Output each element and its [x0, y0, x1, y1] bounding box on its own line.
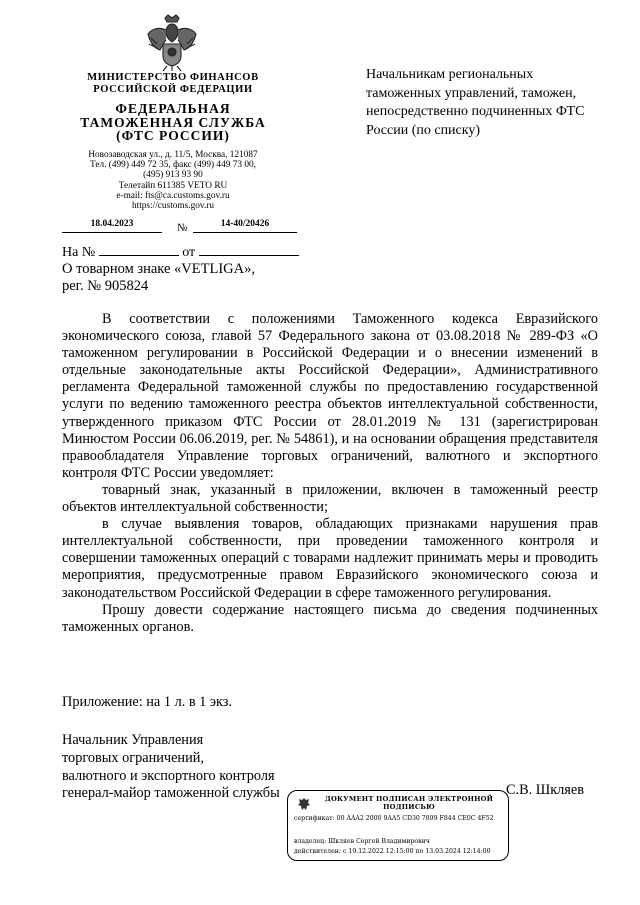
reference-date-blank [199, 245, 299, 256]
letter-subject: О товарном знаке «VETLIGA», рег. № 905824 [62, 261, 255, 294]
appendix-note: Приложение: на 1 л. в 1 экз. [62, 694, 233, 710]
ministry-name: МИНИСТЕРСТВО ФИНАНСОВ РОССИЙСКОЙ ФЕДЕРАЦИИ [87, 72, 259, 95]
registration-number-label: № [177, 222, 188, 234]
stamp-certificate: сертификат: 00 AAA2 2000 9AA5 CD30 7899 F844 CE0C 4F52 [294, 815, 494, 822]
coat-of-arms-icon [145, 14, 199, 72]
signer-position: Начальник Управления торговых ограничений, валютного и экспортного контроля генерал-майор таможенной службы [62, 732, 280, 802]
stamp-title: ДОКУМЕНТ ПОДПИСАН ЭЛЕКТРОННОЙ ПОДПИСЬЮ [324, 795, 494, 811]
signer-name: С.В. Шкляев [506, 782, 584, 798]
body-paragraph: товарный знак, указанный в приложении, включен в таможенный реестр объектов интеллектуальной собственности; [62, 481, 598, 516]
registration-date: 18.04.2023 [62, 219, 162, 233]
reference-label: На № [62, 245, 96, 260]
registration-number: 14-40/20426 [193, 219, 297, 233]
reference-from-label: от [182, 245, 196, 260]
sender-contacts: Новозаводская ул., д. 11/5, Москва, 121087 Тел. (499) 449 72 35, факс (499) 449 73 00, (495) 913 93 90 Телетайп 611385 VETO RU e-mail: fts@ca.customs.gov.ru https://customs.gov.ru [88, 150, 258, 212]
stamp-owner: владелец: Шкляев Сергей Владимирович [294, 838, 430, 845]
recipient-block: Начальникам региональных таможенных управлений, таможен, непосредственно подчиненных ФТС России (по списку) [366, 67, 585, 138]
body-paragraph: В соответствии с положениями Таможенного кодекса Евразийского экономического союза, главой 57 Федерального закона от 03.08.2018 № 289-ФЗ «О таможенном регулировании в Российской Федерации и о внесении изменений в отдельные законодательные акты Российской Федерации», Административного регламента Федеральной таможенной службы по предоставлению государственной услуги по ведению таможенного реестра объектов интеллектуальной собственности, утвержденного приказом ФТС России от 28.01.2019 № 131 (зарегистрирован Минюстом России 06.06.2019, рег. № 54861), и на основании обращения представителя правообладателя Управление торговых ограничений, валютного и экспортного контроля ФТС России уведомляет: [62, 311, 598, 481]
body-paragraph: Прошу довести содержание настоящего письма до сведения подчиненных таможенных органов. [62, 601, 598, 635]
stamp-validity: действителен: с 19.12.2022 12:15:00 по 13.03.2024 12:14:00 [294, 848, 491, 855]
reference-line [62, 245, 299, 261]
service-name: ФЕДЕРАЛЬНАЯ ТАМОЖЕННАЯ СЛУЖБА (ФТС РОССИИ) [80, 101, 266, 143]
letter-body [62, 311, 598, 636]
coat-of-arms-icon [297, 797, 311, 811]
reference-number-blank [99, 245, 179, 256]
e-signature-stamp [287, 790, 509, 861]
body-paragraph: в случае выявления товаров, обладающих признаками нарушения прав интеллектуальной собственности, при проведении таможенного контроля и совершении таможенных операций с товарами надлежит принимать меры и проводить мероприятия, предусмотренные правом Евразийского экономического союза и законодательством Российской Федерации в сфере таможенного регулирования. [62, 516, 598, 601]
